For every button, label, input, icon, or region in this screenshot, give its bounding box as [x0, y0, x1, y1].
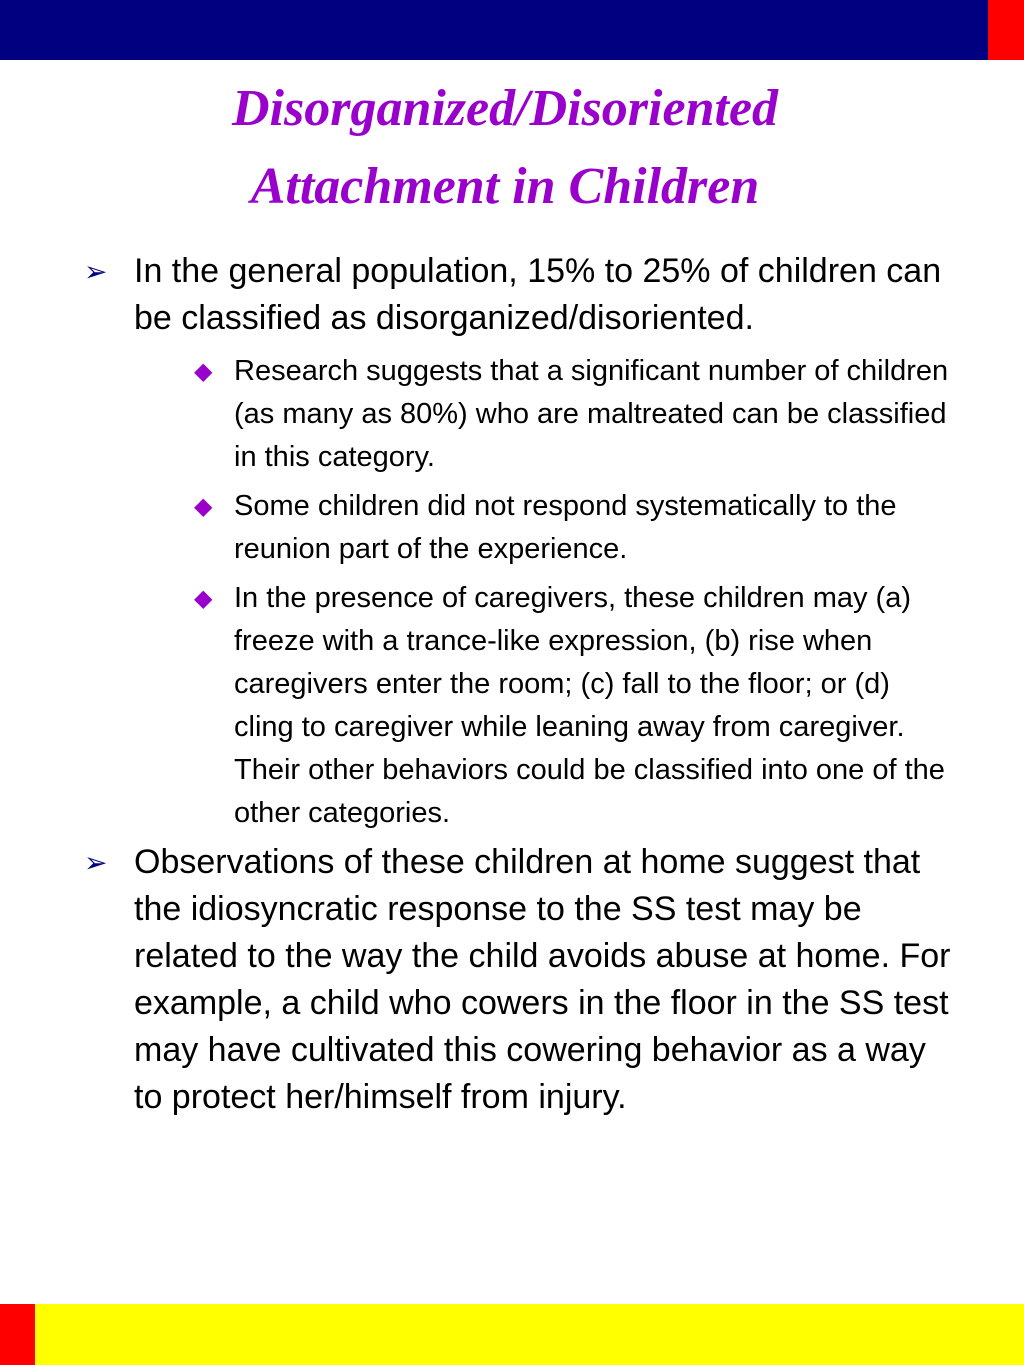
sub-bullet-text: Research suggests that a significant number of children (as many as 80%) who are maltreated can be classified in this category. [234, 355, 949, 473]
bullet-general-population [84, 248, 954, 342]
sub-bullet-research [194, 350, 954, 479]
sub-bullet-caregivers [194, 577, 954, 835]
diamond-bullet-icon: ◆ [194, 493, 213, 520]
bullet-text: In the general population, 15% to 25% of children can be classified as disorganized/disoriented. [134, 252, 942, 337]
bottom-accent-block [0, 1304, 35, 1365]
slide-title-line-1: Disorganized/Disoriented [231, 80, 779, 137]
arrow-bullet-icon: ➢ [84, 256, 108, 287]
sub-bullet-reunion [194, 485, 954, 571]
bullet-text: Observations of these children at home suggest that the idiosyncratic response to the SS test may be related to the way the child avoids abuse at home. For example, a child who cowers in the floor in the SS test may have cultivated this cowering behavior as a way to protect her/himself from injury. [134, 843, 951, 1116]
slide-title-line-2: Attachment in Children [250, 158, 760, 215]
slide-title [0, 70, 1010, 226]
top-decorative-bar [0, 0, 988, 60]
bullet-observations [84, 839, 954, 1121]
sub-bullet-text: In the presence of caregivers, these children may (a) freeze with a trance-like expression, (b) rise when caregivers enter the room; (c) fall to the floor; or (d) cling to caregiver while leaning away from caregiver. Their other behaviors could be classified into one of the other categories. [234, 582, 945, 829]
arrow-bullet-icon: ➢ [84, 847, 108, 878]
diamond-bullet-icon: ◆ [194, 585, 213, 612]
top-accent-block [988, 0, 1024, 60]
diamond-bullet-icon: ◆ [194, 358, 213, 385]
slide-body [84, 248, 954, 1129]
bottom-decorative-bar [0, 1304, 1024, 1365]
sub-bullet-text: Some children did not respond systematically to the reunion part of the experience. [234, 490, 897, 565]
